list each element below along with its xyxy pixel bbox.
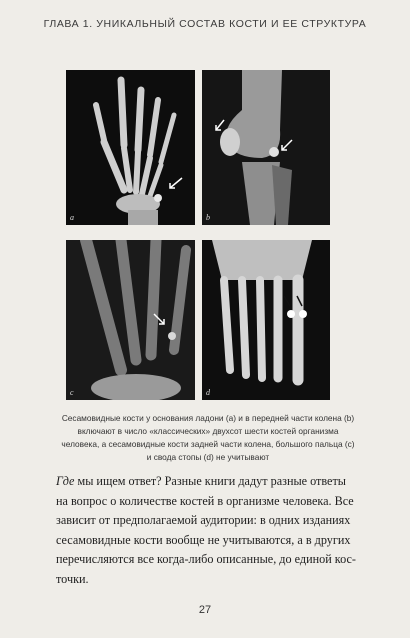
paragraph-line: зависит от предполагаемой аудитории: в одних изданиях xyxy=(56,513,351,527)
figure-label-d: d xyxy=(206,388,210,397)
caption-line: и свода стопы (d) не учитывают xyxy=(146,452,270,462)
xray-figure-a xyxy=(66,70,195,225)
caption-line: человека, а сесамовидные кости задней части колена, большого пальца (c) xyxy=(61,439,355,449)
paragraph-text: мы ищем ответ? Разные книги дадут разные ответы xyxy=(74,474,346,488)
hand-xray-image xyxy=(66,70,195,225)
lead-word: Где xyxy=(56,474,75,488)
body-text xyxy=(56,472,356,589)
running-header: ГЛАВА 1. УНИКАЛЬНЫЙ СОСТАВ КОСТИ И ЕЕ СТРУКТУРА xyxy=(43,18,367,30)
foot-xray-image xyxy=(202,240,330,400)
paragraph-line: точки. xyxy=(56,571,89,586)
paragraph-line: на вопрос о количестве костей в организме человека. Все xyxy=(56,493,354,508)
paragraph-line xyxy=(56,472,356,492)
figure-label-b: b xyxy=(206,213,210,222)
paragraph-line: сесамовидные кости вообще не учитываются, а в других xyxy=(56,532,351,547)
xray-figure-b xyxy=(202,70,330,225)
figure-caption xyxy=(58,412,358,464)
figure-label-a: a xyxy=(70,213,74,222)
xray-figure-c xyxy=(66,240,195,400)
figure-label-c: c xyxy=(70,388,74,397)
caption-line: Сесамовидные кости у основания ладони (a) и в передней части колена (b) xyxy=(61,413,355,423)
thumb-xray-image xyxy=(66,240,195,400)
page-number: 27 xyxy=(198,604,212,616)
xray-figure-d xyxy=(202,240,330,400)
paragraph-line: перечисляются все когда-либо описанные, до единой кос- xyxy=(56,552,356,566)
knee-xray-image xyxy=(202,70,330,225)
caption-line: включают в число «классических» двухсот шести костей организма xyxy=(77,426,339,436)
